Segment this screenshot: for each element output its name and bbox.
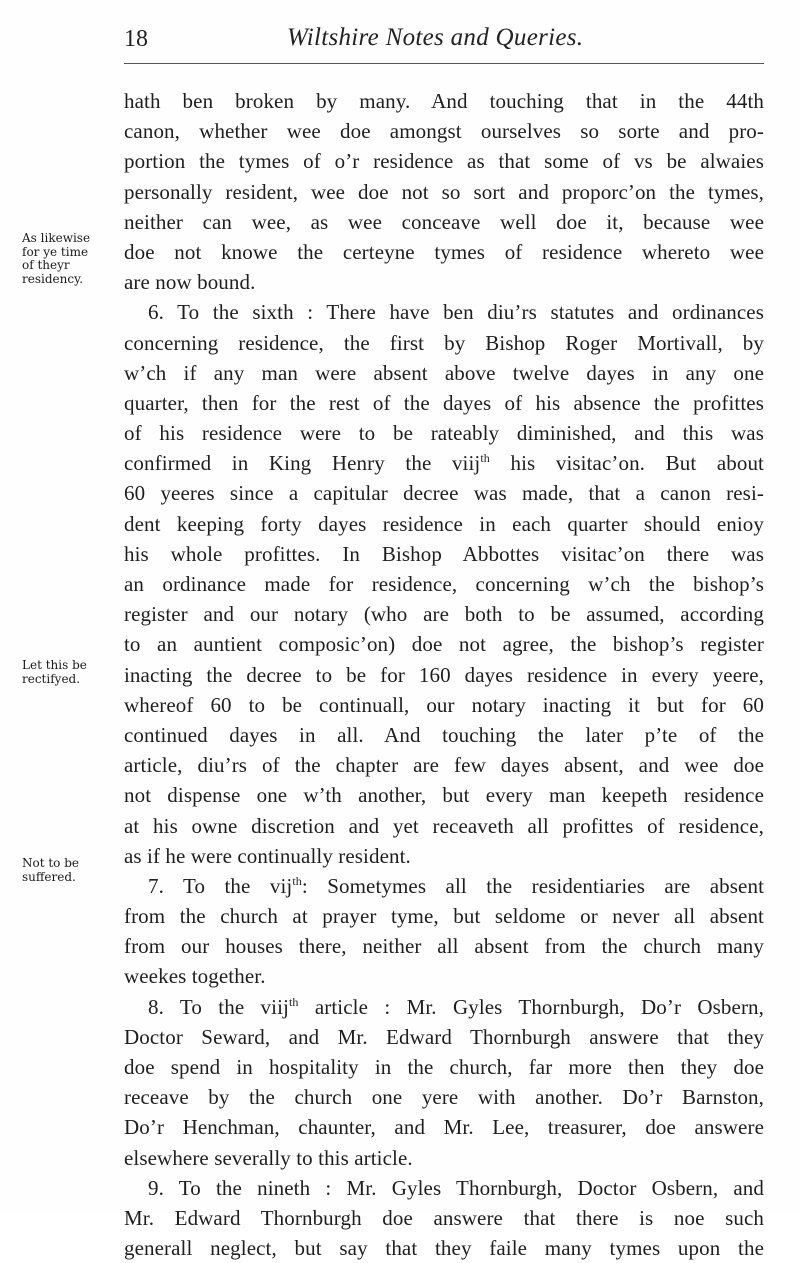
page-number: 18 — [124, 26, 148, 52]
margin-note-line: residency. — [22, 271, 84, 286]
text-line: elsewhere severally to this article. — [124, 1145, 413, 1170]
text-segment: 7. To the vij — [148, 873, 293, 898]
margin-note-line: Let this be — [22, 658, 87, 672]
text-line: canon, whether wee doe amongst ourselves so sorte and pro- — [124, 119, 764, 144]
text-line: generall neglect, but say that they faile many tymes upon the — [124, 1236, 764, 1261]
margin-note-suffered — [22, 857, 114, 884]
running-head — [124, 14, 764, 54]
text-line: whereof 60 to be continuall, our notary inacting it but for 60 — [124, 692, 764, 717]
margin-note-rectifyed — [22, 659, 114, 686]
text-line: weekes together. — [124, 964, 266, 989]
text-line: of his residence were to be rateably diminished, and this was — [124, 421, 764, 446]
margin-note-line: Not to be — [22, 856, 80, 870]
text-line: receave by the church one yere with another. Do’r Barnston, — [124, 1085, 764, 1110]
text-line: are now bound. — [124, 270, 256, 295]
text-line: his whole profittes. In Bishop Abbottes visitac’on there was — [124, 541, 764, 566]
text-line: quarter, then for the rest of the dayes of his absence the profittes — [124, 390, 764, 415]
text-line: concerning residence, the first by Bishop Roger Mortivall, by — [124, 330, 764, 355]
text-segment: his visitac’on. But about — [489, 451, 764, 476]
running-title: Wiltshire Notes and Queries. — [287, 24, 584, 51]
text-line — [124, 448, 764, 478]
text-line: Do’r Henchman, chaunter, and Mr. Lee, treasurer, doe answere — [124, 1115, 764, 1140]
text-line: register and our notary (who are both to be assumed, according — [124, 602, 764, 627]
text-line: w’ch if any man were absent above twelve dayes in any one — [124, 360, 764, 385]
text-line: article, diu’rs of the chapter are few dayes absent, and wee doe — [124, 753, 764, 778]
text-line: inacting the decree to be for 160 dayes residence in every yeere, — [124, 662, 764, 687]
margin-note-line: of theyr — [22, 258, 70, 272]
text-line: Doctor Seward, and Mr. Edward Thornburgh answere that they — [124, 1024, 764, 1049]
superscript: th — [288, 994, 299, 1009]
text-segment: 8. To the viij — [148, 994, 289, 1019]
text-segment: confirmed in King Henry the viij — [124, 451, 481, 476]
header-rule — [124, 63, 764, 64]
paragraph-9-start: 9. To the nineth : Mr. Gyles Thornburgh, Doctor Osbern, and — [148, 1175, 764, 1200]
superscript: th — [292, 873, 302, 888]
text-line: personally resident, wee doe not so sort and proporc’on the tymes, — [124, 179, 764, 204]
body-text — [124, 86, 764, 1263]
text-line: doe not knowe the certeyne tymes of residence whereto wee — [124, 239, 764, 264]
superscript: th — [480, 451, 490, 466]
text-line: as if he were continually resident. — [124, 843, 411, 868]
margin-note-line: As likewise — [22, 231, 91, 245]
text-line: from our houses there, neither all absent from the church many — [124, 934, 764, 959]
margin-note-residency — [22, 232, 114, 286]
text-line: 60 yeeres since a capitular decree was made, that a canon resi- — [124, 481, 764, 506]
paragraph-8-start — [124, 992, 764, 1022]
text-line: hath ben broken by many. And touching that in the 44th — [124, 89, 764, 113]
paragraph-6-start: 6. To the sixth : There have ben diu’rs statutes and ordinances — [148, 300, 764, 325]
text-line: at his owne discretion and yet receaveth all profittes of residence, — [124, 813, 764, 838]
text-line: an ordinance made for residence, concerning w’ch the bishop’s — [124, 572, 764, 596]
text-line: Mr. Edward Thornburgh doe answere that there is noe such — [124, 1205, 764, 1230]
text-line: not dispense one w’th another, but every man keepeth residence — [124, 783, 764, 808]
text-line: to an auntient composic’on) doe not agree, the bishop’s register — [124, 632, 764, 657]
text-line: from the church at prayer tyme, but seldome or never all absent — [124, 904, 764, 929]
text-line: doe spend in hospitality in the church, far more then they doe — [124, 1055, 764, 1079]
paragraph-7-start — [124, 871, 764, 901]
text-line: dent keeping forty dayes residence in each quarter should enioy — [124, 511, 764, 536]
text-line: continued dayes in all. And touching the later p’te of the — [124, 722, 764, 747]
margin-note-line: suffered. — [22, 869, 76, 884]
margin-note-line: for ye time — [22, 244, 89, 259]
margin-note-line: rectifyed. — [22, 671, 81, 686]
text-segment: : Sometymes all the residentiaries are absent — [301, 873, 765, 898]
text-segment: article : Mr. Gyles Thornburgh, Do’r Osbern, — [298, 994, 764, 1019]
text-line: neither can wee, as wee conceave well doe it, because wee — [124, 209, 764, 234]
text-line: portion the tymes of o’r residence as that some of vs be alwaies — [124, 149, 764, 174]
